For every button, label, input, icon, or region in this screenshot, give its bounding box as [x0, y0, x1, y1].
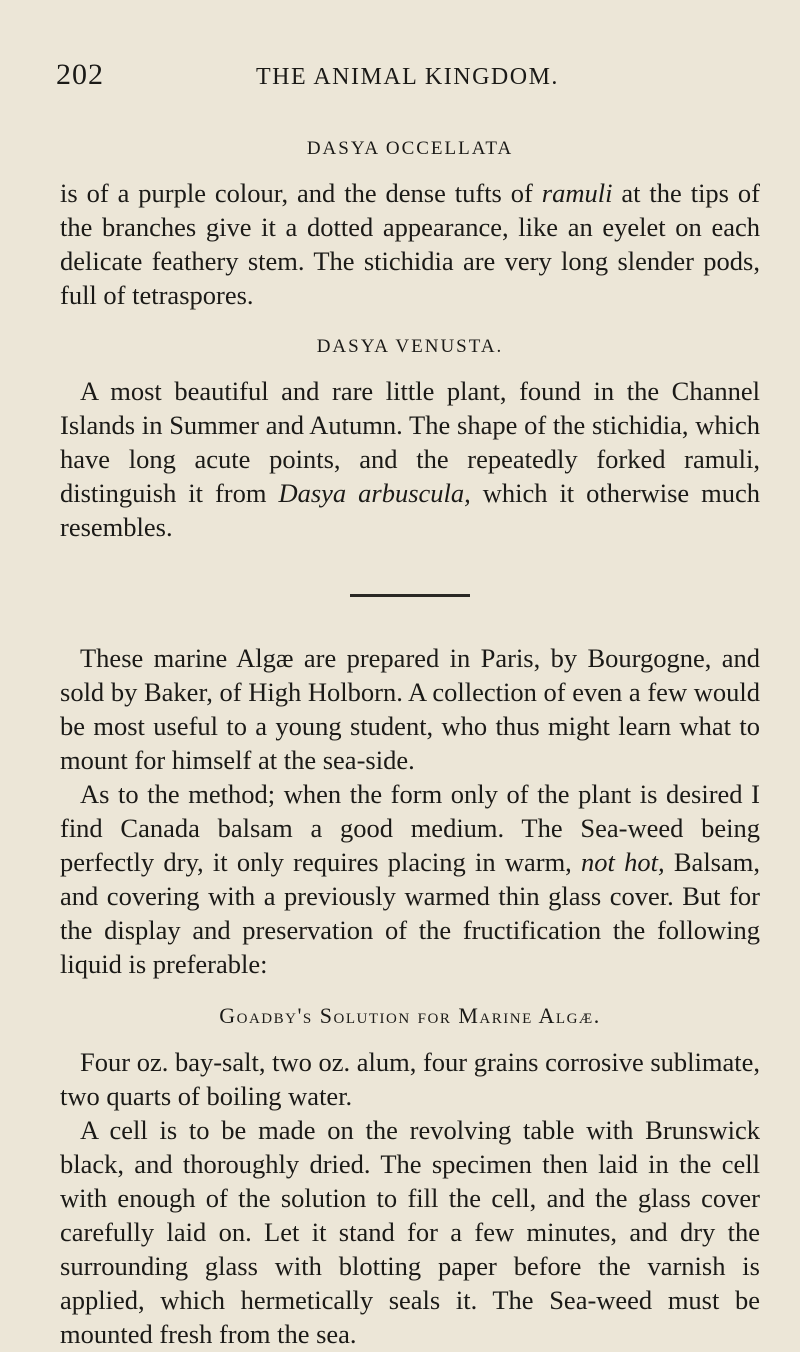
paragraph-cell-method: A cell is to be made on the revolving table with Brunswick black, and thoroughly dried. The specimen then laid in the cell with enough of the solution to fill the cell, and the glass cover carefully laid on. Let it stand for a few minutes, and dry the surrounding glass with blotting paper before the varnish is applied, which hermetically seals it. The Sea-weed must be mounted fresh from the sea. [60, 1115, 760, 1349]
paragraph-dasya-occellata [60, 176, 760, 312]
running-head: THE ANIMAL KINGDOM. [256, 64, 559, 90]
text-run: which it otherwise much resembles. [60, 478, 760, 542]
italic-text: not hot, [581, 847, 665, 877]
paragraph-method [60, 777, 760, 981]
text-run: Balsam, and covering with a previously warmed thin glass cover. But for the display and preservation of the fructification the following liquid is preferable: [60, 847, 760, 979]
text-run: As to the method; when the form only of the plant is desired I find Canada balsam a good medium. The Sea-weed being perfectly dry, it only requires placing in warm, [60, 779, 760, 877]
heading-dasya-occellata: DASYA OCCELLATA [306, 138, 514, 159]
heading-goadby-solution: Goadby's Solution for Marine Algæ. [219, 1003, 601, 1028]
italic-text: Dasya arbuscula, [278, 478, 471, 508]
text-run: A most beautiful and rare little plant, found in the Channel Islands in Summer and Autumn. The shape of the stichidia, which have long acute points, and the repeatedly forked ramuli, distinguish it from [60, 376, 760, 508]
italic-text: ramuli [541, 178, 613, 208]
page-header [56, 58, 760, 102]
text-run: at the tips of the branches give it a dotted appearance, like an eyelet on each delicate feathery stem. The stichidia are very long slender pods, full of tetraspores. [60, 178, 760, 310]
paragraph-dasya-venusta [60, 374, 760, 544]
page-body [60, 138, 760, 1351]
paragraph-recipe: Four oz. bay-salt, two oz. alum, four grains corrosive sublimate, two quarts of boiling water. [60, 1047, 761, 1111]
heading-dasya-venusta: DASYA VENUSTA. [316, 336, 504, 357]
page-number: 202 [56, 58, 104, 91]
section-divider [350, 594, 470, 597]
paragraph-preparation: These marine Algæ are prepared in Paris, by Bourgogne, and sold by Baker, of High Holborn. A collection of even a few would be most useful to a young student, who thus might learn what to mount for himself at the sea-side. [60, 643, 760, 775]
text-run: is of a purple colour, and the dense tufts of [60, 178, 542, 208]
